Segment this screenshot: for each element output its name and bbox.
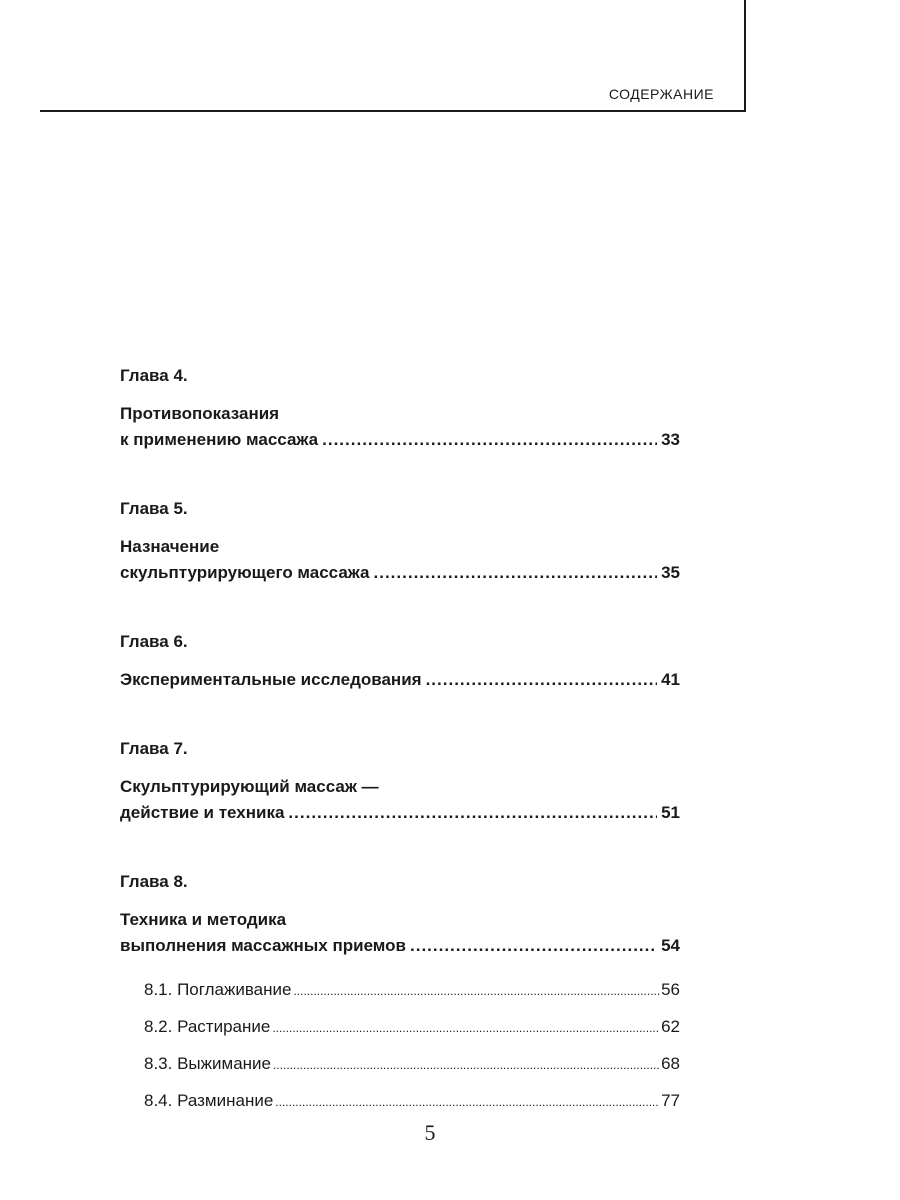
page-ref: 62 — [661, 1017, 680, 1036]
toc-entry[interactable] — [120, 427, 680, 453]
toc-section-entry[interactable] — [144, 1014, 680, 1041]
chapter-label: Глава 8. — [120, 872, 188, 891]
header-vertical-rule — [744, 0, 746, 112]
dot-leader — [273, 1052, 659, 1078]
chapter-title-line: Техника и методика — [120, 910, 287, 929]
chapter-label: Глава 7. — [120, 739, 188, 758]
toc-section-entry[interactable] — [144, 977, 680, 1004]
page-ref: 68 — [661, 1054, 680, 1073]
header-horizontal-rule — [40, 110, 746, 112]
toc-chapter-6 — [120, 630, 680, 693]
chapter-label: Глава 6. — [120, 632, 188, 651]
toc-entry[interactable] — [120, 800, 680, 826]
table-of-contents — [120, 364, 680, 1125]
page-ref: 35 — [661, 563, 680, 582]
chapter-title-line: действие и техника — [120, 803, 285, 822]
toc-chapter-8 — [120, 870, 680, 1115]
toc-chapter-7 — [120, 737, 680, 826]
section-title: 8.3. Выжимание — [144, 1054, 271, 1073]
dot-leader — [272, 1015, 659, 1041]
chapter-title-line: к применению массажа — [120, 430, 319, 449]
toc-section-entry[interactable] — [144, 1051, 680, 1078]
toc-chapter-4 — [120, 364, 680, 453]
page-ref: 41 — [661, 670, 680, 689]
toc-entry[interactable] — [120, 667, 680, 693]
chapter-title-line: выполнения массажных приемов — [120, 936, 406, 955]
section-title: 8.4. Разминание — [144, 1091, 274, 1110]
running-head: СОДЕРЖАНИЕ — [608, 86, 714, 102]
chapter-title-line: скульптурирующего массажа — [120, 563, 370, 582]
dot-leader — [275, 1089, 659, 1115]
section-title: 8.2. Растирание — [144, 1017, 271, 1036]
page-ref: 77 — [661, 1091, 680, 1110]
toc-section-entry[interactable] — [144, 1088, 680, 1115]
toc-entry[interactable] — [120, 560, 680, 586]
dot-leader — [410, 933, 657, 959]
dot-leader — [293, 978, 659, 1004]
dot-leader — [374, 560, 658, 586]
toc-section-list — [120, 977, 680, 1115]
dot-leader — [288, 800, 657, 826]
chapter-title-line: Назначение — [120, 537, 220, 556]
toc-chapter-5 — [120, 497, 680, 586]
dot-leader — [322, 427, 657, 453]
page-ref: 33 — [661, 430, 680, 449]
toc-entry[interactable] — [120, 933, 680, 959]
chapter-title-line: Противопоказания — [120, 404, 280, 423]
section-title: 8.1. Поглаживание — [144, 980, 292, 999]
page-ref: 56 — [661, 980, 680, 999]
page-number: 5 — [424, 1120, 436, 1145]
page-ref: 54 — [661, 936, 680, 955]
chapter-label: Глава 4. — [120, 366, 188, 385]
chapter-label: Глава 5. — [120, 499, 188, 518]
dot-leader — [426, 667, 658, 693]
page-ref: 51 — [661, 803, 680, 822]
chapter-title-line: Экспериментальные исследования — [120, 670, 422, 689]
chapter-title-line: Скульптурирующий массаж — — [120, 777, 379, 796]
